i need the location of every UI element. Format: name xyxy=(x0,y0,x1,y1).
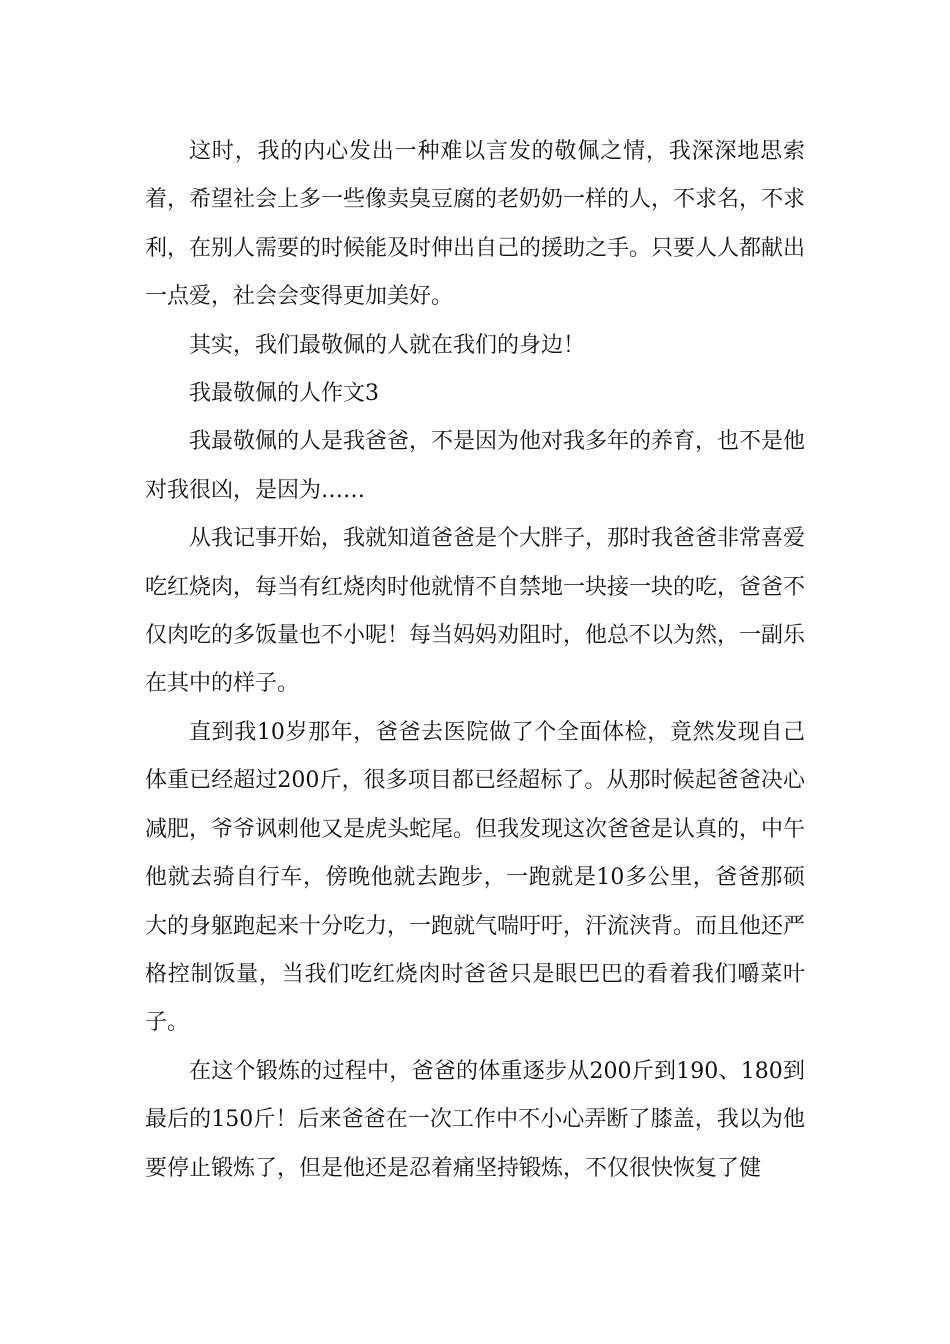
section-heading: 我最敬佩的人作文3 xyxy=(189,381,379,407)
paragraph-2: 其实，我们最敬佩的人就在我们的身边！ xyxy=(189,332,586,358)
paragraph-1: 这时，我的内心发出一种难以言发的敬佩之情，我深深地思索着，希望社会上多一些像卖臭豆腐的老奶奶一样的人，不求名，不求利，在别人需要的时候能及时伸出自己的援助之手。只要人人都献出一点爱，社会会变得更加美好。 xyxy=(145,139,806,310)
paragraph-5: 直到我10岁那年，爸爸去医院做了个全面体检，竟然发现自己体重已经超过200斤，很多项目都已经超标了。从那时候起爸爸决心减肥，爷爷讽刺他又是虎头蛇尾。但我发现这次爸爸是认真的，中午他就去骑自行车，傍晚他就去跑步，一跑就是10多公里，爸爸那硕大的身躯跑起来十分吃力，一跑就气喘吁吁，汗流浃背。而且他还严格控制饭量，当我们吃红烧肉时爸爸只是眼巴巴的看着我们嚼菜叶子。 xyxy=(145,719,806,1036)
paragraph-3: 我最敬佩的人是我爸爸，不是因为他对我多年的养育，也不是他对我很凶，是因为…… xyxy=(145,429,806,503)
paragraph-4: 从我记事开始，我就知道爸爸是个大胖子，那时我爸爸非常喜爱吃红烧肉，每当有红烧肉时他就情不自禁地一块接一块的吃，爸爸不仅肉吃的多饭量也不小呢！每当妈妈劝阻时，他总不以为然，一副乐在其中的样子。 xyxy=(145,526,806,697)
paragraph-6: 在这个锻炼的过程中，爸爸的体重逐步从200斤到190、180到最后的150斤！后来爸爸在一次工作中不小心弄断了膝盖，我以为他要停止锻炼了，但是他还是忍着痛坚持锻炼，不仅很快恢复了健 xyxy=(145,1058,805,1181)
document-body xyxy=(145,128,805,1193)
